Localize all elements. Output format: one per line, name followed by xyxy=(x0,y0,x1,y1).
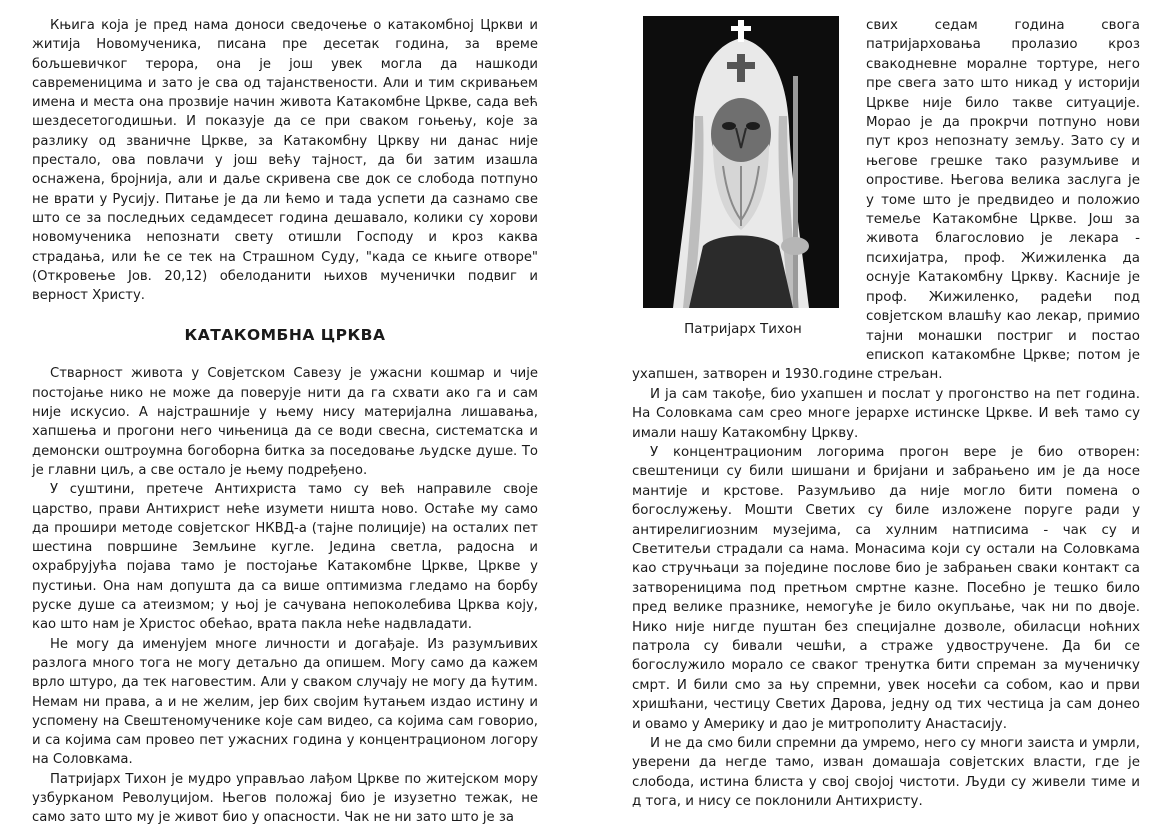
body-paragraph: И не да смо били спремни да умремо, него су многи заиста и умрли, уверени да негде тамо, изван домашаја совјетских власти, где је слобода, истина блиста у свој својој чистоти. Људи су живели тиме и д тога, и нису се поклонили Антихристу. xyxy=(632,736,1140,810)
portrait-figure xyxy=(632,16,854,352)
left-page xyxy=(32,16,538,828)
body-paragraph: Патријарх Тихон је мудро управљао лађом Цркве по житејском мору узбурканом Револуцијом. Његов положај био је изузетно тежак, не само зато што му је живот био у опасности. Чак не ни зато што је за xyxy=(32,771,538,826)
patriarch-portrait-photo xyxy=(643,16,839,308)
right-page xyxy=(632,16,1140,812)
body-paragraph: И ја сам такође, био ухапшен и послат у прогонство на пет година. На Соловкама сам срео многе јерархе истинске Цркве. И већ тамо су имали нашу Катакомбну Цркву. xyxy=(632,386,1140,441)
body-paragraph: Не могу да именујем многе личности и догађаје. Из разумљивих разлога много тога не могу детаљно да опишем. Могу само да кажем врло штуро, да тек наговестим. Али у сваком случају не могу да ћутим. Немам ни права, а и не желим, јер бих својим ћутањем издао истину и успомену на Свештеномученике које сам видео, са којима сам говорио, и са којима сам провео пет ужасних година у концентрационом логору на Соловкама. xyxy=(32,636,538,768)
photo-caption: Патријарх Тихон xyxy=(684,322,802,337)
body-paragraph: У суштини, претече Антихриста тамо су већ направиле своје царство, прави Антихрист неће изумети ништа ново. Остаће му само да прошири методе совјетског НКВД-а (тајне полиције) на осталих пет шестина површине Земљине кугле. Једина светла, радосна и охрабрујућа појава тамо је постојање Катакомбне Цркве, Цркве у пустињи. Она нам допушта да са више оптимизма гледамо на борбу руске душе са атеизмом; у њој је сачувана непоколебива Црква коју, као што нам је Христос обећао, врата пакла неће надвладати. xyxy=(32,482,538,633)
section-heading: КАТАКОМБНА ЦРКВА xyxy=(184,326,386,345)
body-paragraph: У концентрационим логорима прогон вере је био отворен: свештеници су били шишани и бријани и забрањено им је да носе мантије и крстове. Разумљиво да није могло бити помена о богослужењу. Мошти Светих су биле изложене поруге ради у антирелигиозним музејима, са хулним натписима - чак су и Светитељи страдали са нама. Монасима који су остали на Соловкама као стручњаци за поједине послове био је забрањен сваки контакт са затвореницима под претњом смртне казне. Посебно је тешко било пред велике празнике, немогуће је било окупљање, чак ни по двоје. Нико није нигде пуштан без специјалне дозволе, обиласци ноћних патрола су бивали чешћи, а страже удвостручене. Да би се богослужило морало се сваког тренутка бити спреман за мученичку смрт. И били смо за њу спремни, увек носећи са собом, као и први хришћани, честицу Светих Дарова, једну од тих честица ја сам донео и овамо у Америку и дао је митрополиту Анастасију. xyxy=(632,444,1140,732)
intro-paragraph: Књига која је пред нама доноси сведочење о катакомбној Цркви и житија Новомученика, писана пре десетак година, за време бољшевичког терора, она је још увек могла да нашкоди савременицима и зато је сва од тајанствености. Али и тим скривањем имена и места она прозвије начин живота Катакомбне Цркве, сада већ шездесетогодишњи. И показује да се при сваком гоњењу, које за разлику од званичне Цркве, за Катакомбну Цркву ни данас није престало, ова повлачи у још већу тајност, да би затим изашла оснажена, бројнија, али и даље скривена све док се слобода потпуно не врати у Русију. Питање је да ли ћемо и тада успети да сазнамо све што се за последњих седамдесет година дешавало, колики су хорови новомученика непознати свету отишли Господу и кроз каква страдања, или ће се тек на Страшном Суду, "када се књиге отворе" (Откровење Јов. 20,12) обелоданити њихов мученички подвиг и верност Христу. xyxy=(32,18,538,304)
wrap-paragraph: свих седам година свога патријарховања пролазио кроз свакодневне моралне тортуре, него пре свега зато што никад у историји Цркве није било такве ситуације. Морао је да прокрчи потпуно нови пут кроз непознату земљу. Зато су и његове грешке тако разумљиве и опростиве. Његова велика заслуга је у томе што је предвидео и положио темеље Катакомбне Цркве. Још за живота благословио је лекара - психијатра, проф. Жижиленка да оснује Катакомбну Цркву. Касније је проф. Жижиленко, радећи под совјетском влашћу као лекар, примио тајни монашки постриг и постао епископ катакомбне Цркве; потом је ухапшен, затворен и 1930.године стрељан. xyxy=(632,18,1140,383)
body-paragraph: Стварност живота у Совјетском Савезу је ужасни кошмар и чије постојање нико не може да поверује нити да га схвати ако га и сам није искусио. А најстрашније у њему нису материјална лишавања, хапшења и прогони него чињеница да се води свесна, систематска и демонски оштроумна богоборна битка за поседовање људске душе. То је главни циљ, а све остало је њему подређено. xyxy=(32,366,538,478)
